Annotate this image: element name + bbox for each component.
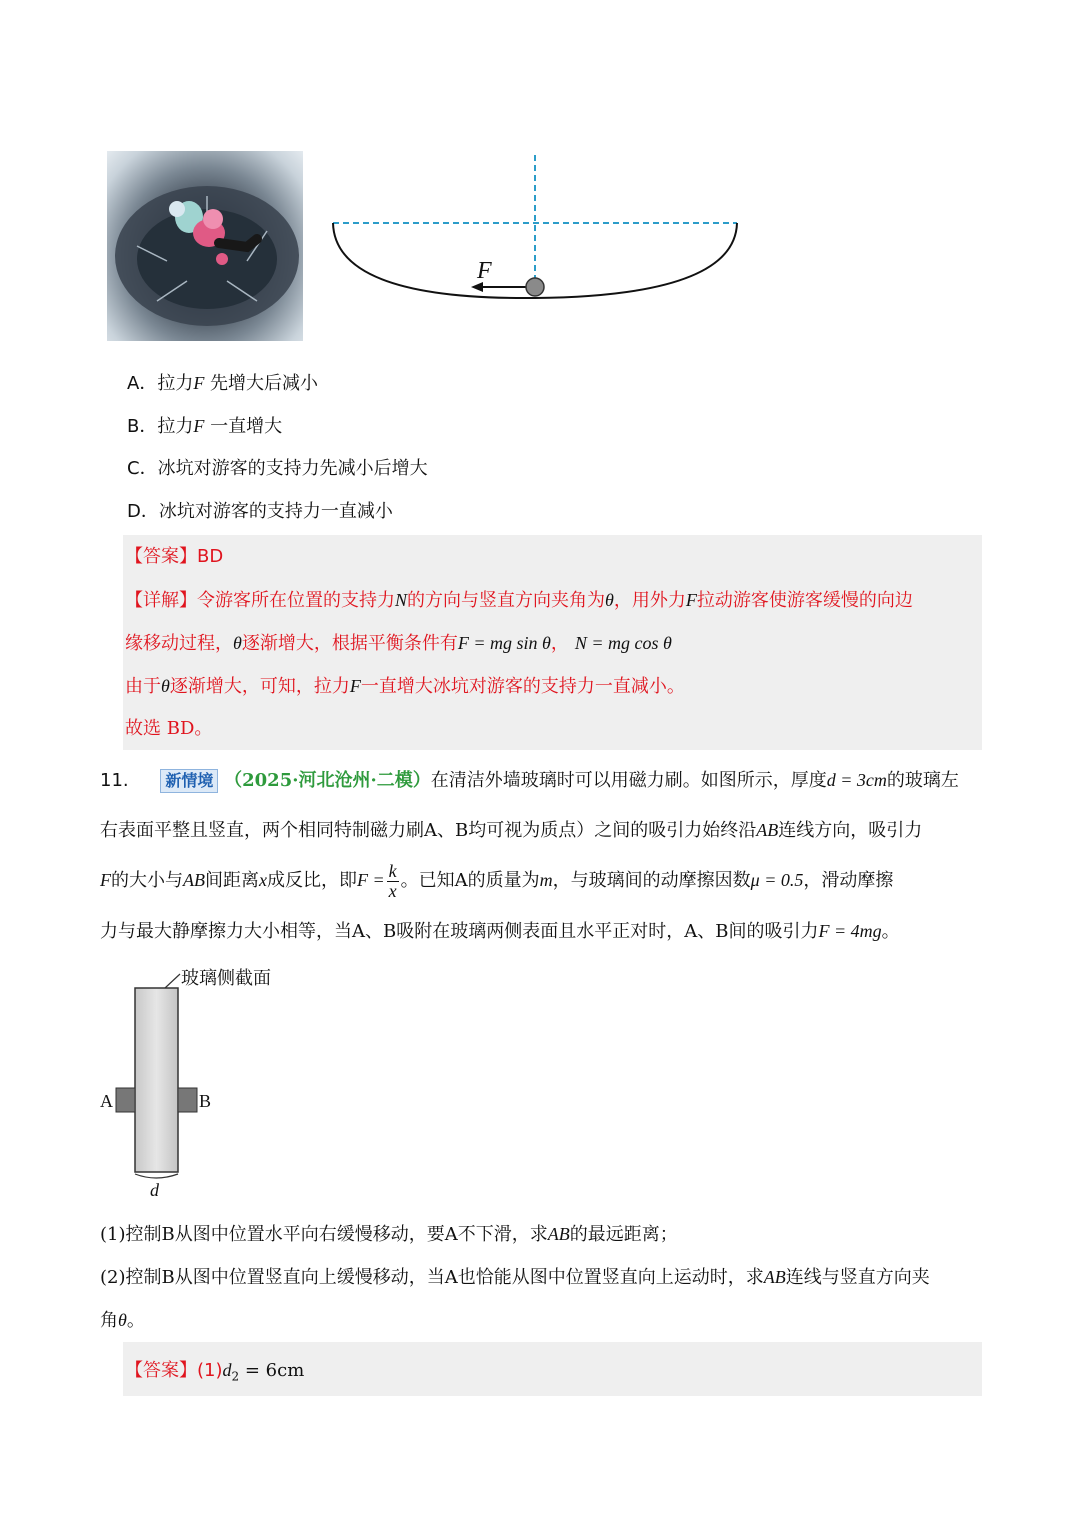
magnet-b — [178, 1088, 197, 1112]
option-a: A．拉力F 先增大后减小 — [127, 373, 319, 394]
ice-pit-photo — [107, 151, 303, 341]
new-context-badge: 新情境 — [160, 769, 218, 793]
question-11-line-4: 力与最大静摩擦力大小相等，当A、B吸附在玻璃两侧表面且水平正对时，A、B间的吸引力F = 4mg。 — [100, 921, 900, 942]
glass-cross-section-figure — [95, 960, 315, 1205]
option-b: B．拉力F 一直增大 — [127, 416, 283, 437]
sub-question-2: (2)控制B从图中位置竖直向上缓慢移动，当A也恰能从图中位置竖直向上运动时，求AB连线与竖直方向夹 — [100, 1267, 930, 1288]
option-c: C．冰坑对游客的支持力先减小后增大 — [127, 458, 428, 479]
glass-pane — [135, 988, 178, 1172]
magnet-a — [116, 1088, 135, 1112]
sub-question-1: (1)控制B从图中位置水平向右缓慢移动，要A不下滑，求AB的最远距离； — [100, 1224, 678, 1245]
answer-2-line: 【答案】$(1)d_2 = 6cm$ — [125, 1360, 305, 1384]
thickness-brace — [135, 1174, 178, 1178]
label-b: B — [199, 1091, 212, 1111]
label-a: A — [100, 1091, 113, 1111]
conclusion-line: 故选 BD。 — [125, 718, 213, 739]
ice-pit-diagram — [325, 150, 745, 310]
k-over-x-fraction: $\frac{k}{x}$ — [388, 860, 397, 901]
option-d: D．冰坑对游客的支持力一直减小 — [127, 501, 393, 522]
question-11-line-3: F的大小与AB间距离x成反比，即F = $\frac{k}{x}$ 。已知A的质量为m，与玻璃间的动摩擦因数μ = 0.5，滑动摩擦 — [100, 860, 894, 901]
force-label: F — [477, 258, 492, 284]
ball — [526, 278, 544, 296]
question-11-line-2: 右表面平整且竖直，两个相同特制磁力刷A、B均可视为质点）之间的吸引力始终沿AB连线方向，吸引力 — [100, 820, 923, 841]
detail-line-2: 缘移动过程，θ逐渐增大，根据平衡条件有F = mg sin θ， N = mg cos θ — [125, 633, 672, 654]
question-11-line-1: 11. 新情境 （2025·河北沧州·二模）在清洁外墙玻璃时可以用磁力刷。如图所示，厚度d = 3cm的玻璃左 — [100, 770, 959, 791]
label-d: d — [150, 1180, 159, 1200]
sub-question-2-cont: 角θ。 — [100, 1310, 145, 1331]
detail-line-1: 【详解】令游客所在位置的支持力N的方向与竖直方向夹角为θ，用外力F拉动游客使游客缓慢的向边 — [125, 590, 913, 611]
caption-leader — [165, 974, 180, 988]
detail-line-3: 由于θ逐渐增大，可知，拉力F一直增大冰坑对游客的支持力一直减小。 — [125, 676, 685, 697]
glass-caption: 玻璃侧截面 — [181, 968, 271, 989]
answer-line: 【答案】BD — [125, 546, 224, 567]
ice-pit-illustration — [107, 151, 303, 341]
